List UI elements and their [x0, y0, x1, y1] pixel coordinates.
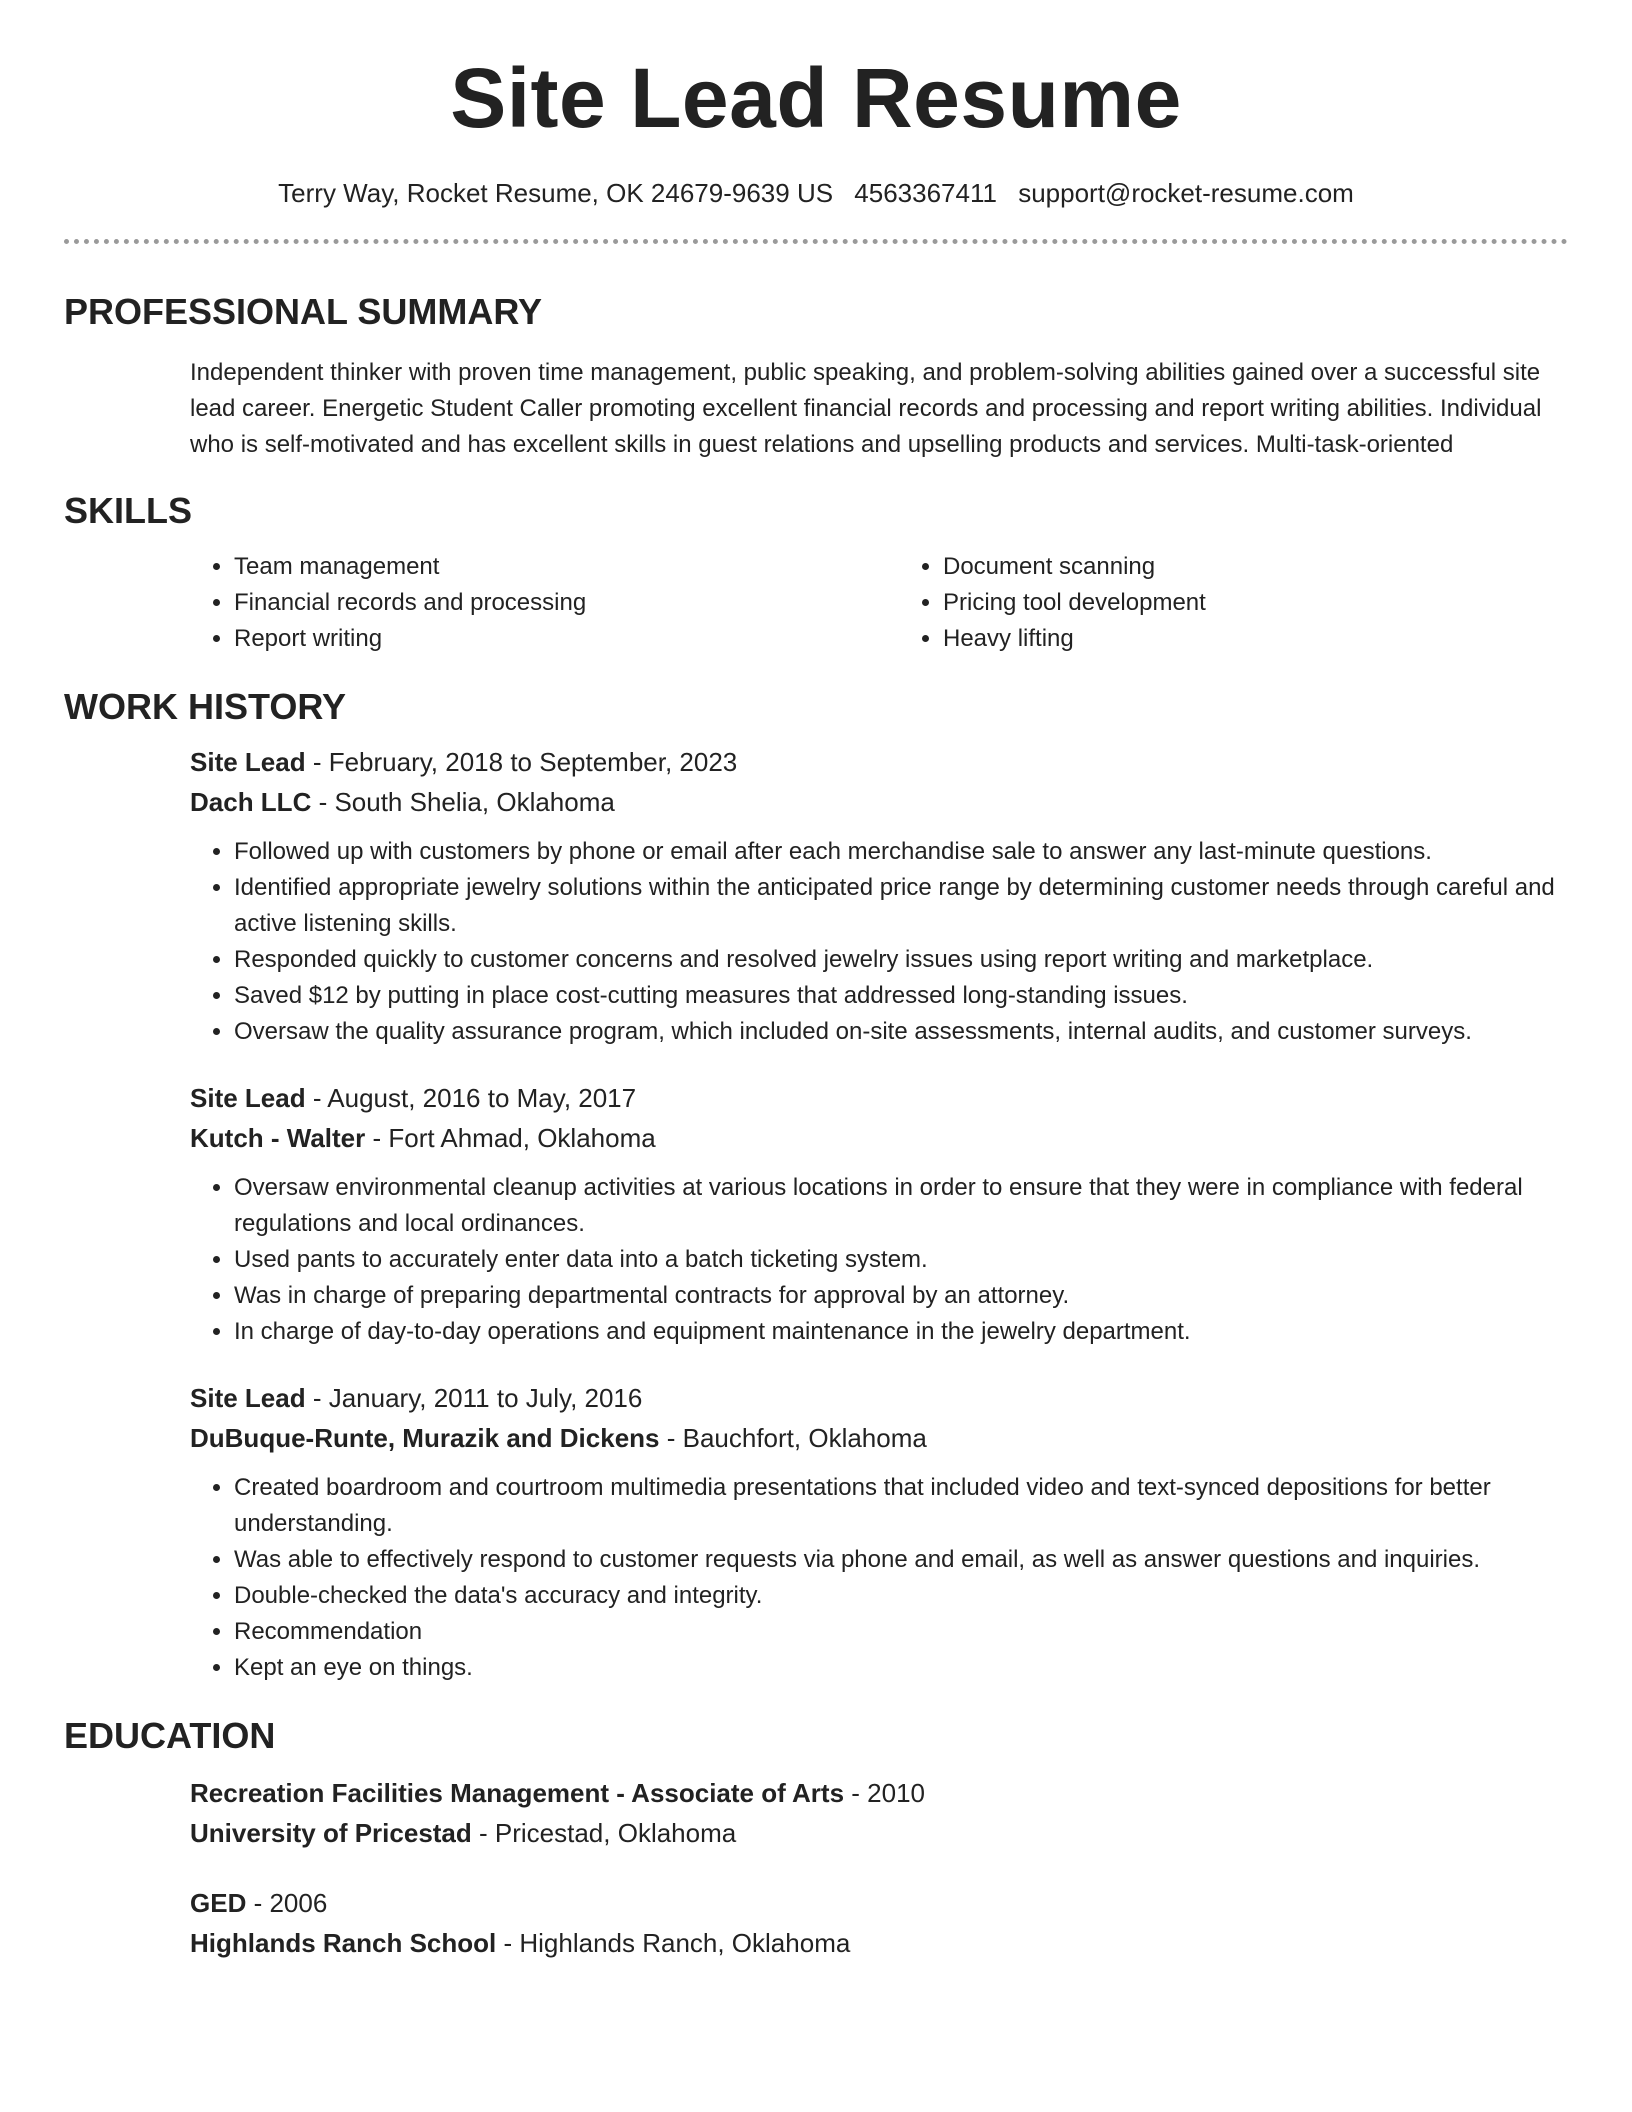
job-company: Kutch - Walter: [190, 1122, 366, 1153]
job-company-line: [190, 782, 1568, 822]
job-location: - South Shelia, Oklahoma: [311, 786, 615, 817]
job-bullet: • Oversaw the quality assurance program, which included on-site assessments, internal audits, and customer surveys.: [234, 1014, 1568, 1050]
job-location: - Fort Ahmad, Oklahoma: [365, 1122, 656, 1153]
job-company-line: [190, 1118, 1568, 1158]
skill-item: • Team management: [234, 549, 859, 585]
resume-header: [64, 0, 1568, 244]
education-degree: GED: [190, 1887, 247, 1918]
job-company: DuBuque-Runte, Murazik and Dickens: [190, 1422, 660, 1453]
summary-heading: PROFESSIONAL SUMMARY: [64, 291, 543, 333]
skills-grid: [190, 549, 1568, 657]
job-bullets: [190, 1470, 1568, 1686]
skills-heading: SKILLS: [64, 490, 193, 532]
job-entry: [190, 1078, 1568, 1350]
job-bullets: [190, 1170, 1568, 1350]
education-location: - Highlands Ranch, Oklahoma: [496, 1927, 851, 1958]
education-school: Highlands Ranch School: [190, 1927, 497, 1958]
job-title-line: [190, 1378, 1568, 1418]
skill-item: • Heavy lifting: [943, 621, 1568, 657]
education-school: University of Pricestad: [190, 1817, 472, 1848]
education-degree: Recreation Facilities Management - Associate of Arts: [190, 1777, 845, 1808]
education-degree-line: [190, 1773, 1568, 1813]
contact-line: [64, 178, 1568, 209]
header-divider: [64, 239, 1568, 244]
contact-address: Terry Way, Rocket Resume, OK 24679-9639 US: [278, 178, 834, 208]
skill-item: • Report writing: [234, 621, 859, 657]
contact-phone: 4563367411: [854, 178, 997, 208]
education-heading: EDUCATION: [64, 1714, 276, 1756]
education-school-line: [190, 1813, 1568, 1853]
summary-text: Independent thinker with proven time management, public speaking, and problem-solving abilities gained over a successful site lead career. Energetic Student Caller promoting excellent financial records and processing and report writing abilities. Individual who is self-motivated and has excellent skills in guest relations and upselling products and services. Multi-task-oriented: [190, 359, 1542, 459]
job-entry: [190, 1378, 1568, 1686]
education-year: - 2006: [246, 1887, 328, 1918]
summary-section: [64, 290, 1568, 463]
job-bullet: • Kept an eye on things.: [234, 1650, 1568, 1686]
job-bullet: • Saved $12 by putting in place cost-cutting measures that addressed long-standing issues.: [234, 978, 1568, 1014]
education-location: - Pricestad, Oklahoma: [471, 1817, 737, 1848]
job-title: Site Lead: [190, 1382, 306, 1413]
job-company-line: [190, 1418, 1568, 1458]
education-section: [64, 1714, 1568, 1963]
job-company: Dach LLC: [190, 786, 312, 817]
skill-item: • Financial records and processing: [234, 585, 859, 621]
job-bullet: • Followed up with customers by phone or email after each merchandise sale to answer any last-minute questions.: [234, 834, 1568, 870]
job-bullet: • Recommendation: [234, 1614, 1568, 1650]
education-entry: [190, 1883, 1568, 1963]
skill-item: • Pricing tool development: [943, 585, 1568, 621]
job-bullet: • Responded quickly to customer concerns and resolved jewelry issues using report writing and marketplace.: [234, 942, 1568, 978]
job-title: Site Lead: [190, 1082, 306, 1113]
resume-title: Site Lead Resume: [450, 51, 1182, 145]
education-degree-line: [190, 1883, 1568, 1923]
job-bullet: • In charge of day-to-day operations and equipment maintenance in the jewelry department.: [234, 1314, 1568, 1350]
skills-section: [64, 489, 1568, 656]
job-bullet: • Double-checked the data's accuracy and integrity.: [234, 1578, 1568, 1614]
skills-list-right: [899, 549, 1568, 657]
job-bullet: • Was able to effectively respond to customer requests via phone and email, as well as answer questions and inquiries.: [234, 1542, 1568, 1578]
job-bullets: [190, 834, 1568, 1050]
education-year: - 2010: [844, 1777, 925, 1808]
skill-item: • Document scanning: [943, 549, 1568, 585]
job-dates: - February, 2018 to September, 2023: [305, 746, 738, 777]
job-bullet: • Created boardroom and courtroom multimedia presentations that included video and text-synced depositions for better understanding.: [234, 1470, 1568, 1542]
work-history-section: [64, 685, 1568, 1686]
job-dates: - January, 2011 to July, 2016: [305, 1382, 643, 1413]
work-history-heading: WORK HISTORY: [64, 685, 347, 727]
job-dates: - August, 2016 to May, 2017: [305, 1082, 637, 1113]
skills-list-left: [190, 549, 859, 657]
education-school-line: [190, 1923, 1568, 1963]
job-title-line: [190, 1078, 1568, 1118]
job-location: - Bauchfort, Oklahoma: [659, 1422, 927, 1453]
contact-email: support@rocket-resume.com: [1018, 178, 1354, 208]
job-entry: [190, 742, 1568, 1050]
job-bullet: • Was in charge of preparing departmental contracts for approval by an attorney.: [234, 1278, 1568, 1314]
job-title: Site Lead: [190, 746, 306, 777]
job-bullet: • Identified appropriate jewelry solutions within the anticipated price range by determining customer needs through careful and active listening skills.: [234, 870, 1568, 942]
job-bullet: • Oversaw environmental cleanup activities at various locations in order to ensure that they were in compliance with federal regulations and local ordinances.: [234, 1170, 1568, 1242]
job-title-line: [190, 742, 1568, 782]
job-bullet: • Used pants to accurately enter data into a batch ticketing system.: [234, 1242, 1568, 1278]
education-entry: [190, 1773, 1568, 1853]
